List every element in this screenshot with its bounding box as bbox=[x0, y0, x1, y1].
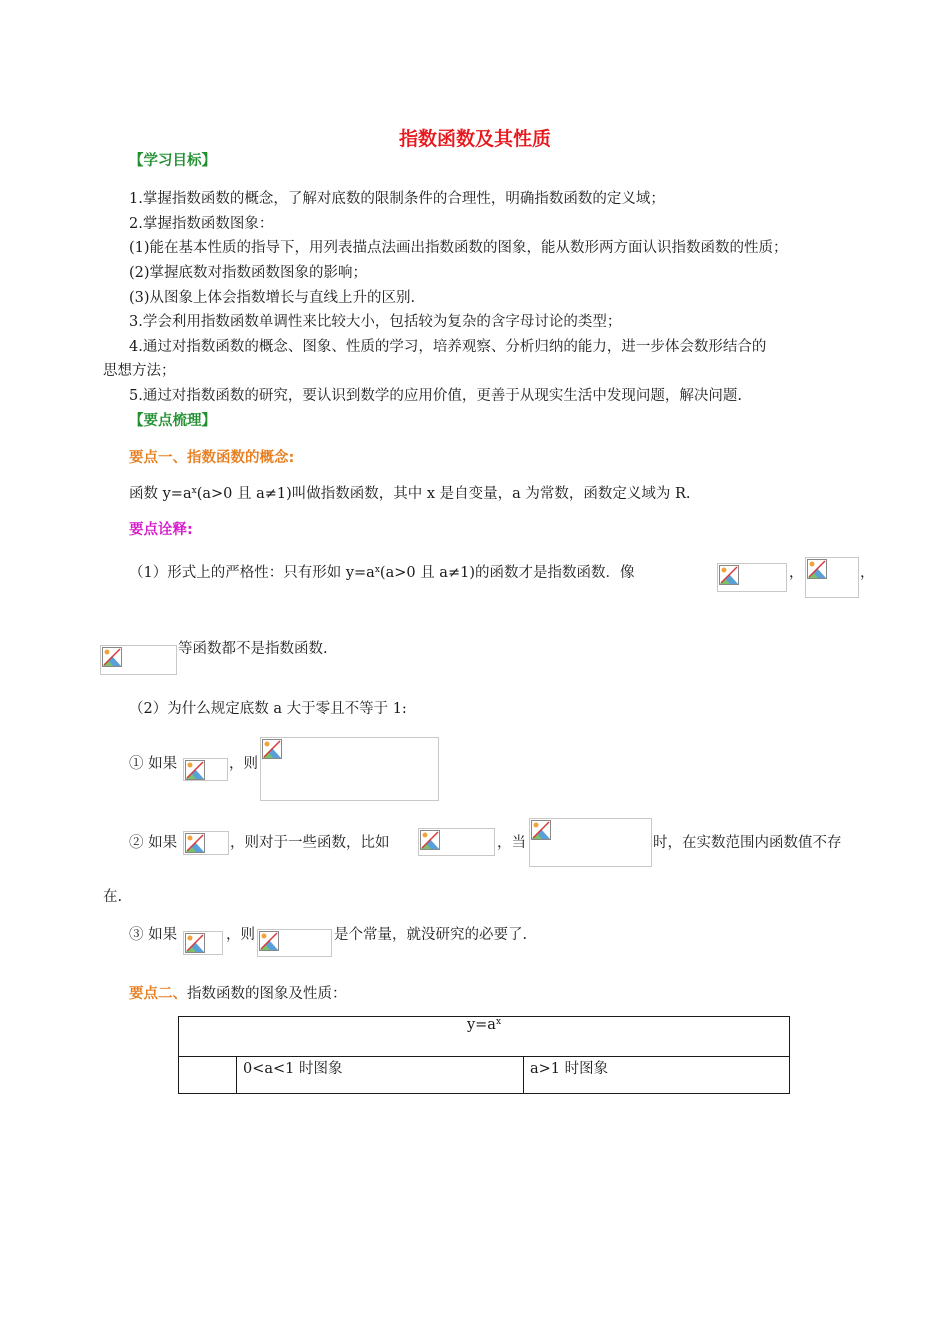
table-header-before: y=a bbox=[466, 1017, 496, 1033]
broken-image-case1-cond bbox=[183, 758, 228, 781]
note1-tail: 等函数都不是指数函数. bbox=[178, 641, 328, 657]
note1-before: （1）形式上的严格性：只有形如 y=a bbox=[129, 565, 375, 581]
broken-image-case1-result bbox=[260, 737, 439, 801]
goal-item-4-cont: 思想方法； bbox=[103, 363, 176, 379]
case2-when: ，当 bbox=[497, 835, 526, 851]
comma-2: ， bbox=[860, 565, 875, 581]
def-before: 函数 y=a bbox=[129, 486, 192, 502]
table-header bbox=[179, 1017, 790, 1057]
def-sup: x bbox=[191, 486, 197, 496]
broken-image-icon bbox=[531, 820, 551, 840]
broken-image-icon bbox=[420, 830, 440, 850]
case3-prefix: ③ 如果 bbox=[129, 927, 178, 943]
table-cell-empty bbox=[179, 1057, 237, 1094]
goal-item-4: 4.通过对指数函数的概念、图象、性质的学习，培养观察、分析归纳的能力，进一步体会数形结合的 bbox=[129, 339, 767, 355]
case2-tail: 时，在实数范围内函数值不存 bbox=[653, 835, 842, 851]
case3-tail: 是个常量，就没研究的必要了. bbox=[334, 927, 528, 943]
keypoints-heading: 【要点梳理】 bbox=[129, 413, 216, 429]
note1-text bbox=[129, 563, 634, 583]
notes-heading: 要点诠释: bbox=[129, 522, 193, 538]
goal-item-1: 1.掌握指数函数的概念，了解对底数的限制条件的合理性，明确指数函数的定义域； bbox=[129, 191, 665, 207]
broken-image-icon bbox=[807, 559, 827, 579]
goal-item-2: 2.掌握指数函数图象： bbox=[129, 216, 274, 232]
table-header-sup: x bbox=[495, 1017, 502, 1027]
exp-properties-table bbox=[178, 1016, 790, 1094]
broken-image-case2-cond bbox=[183, 831, 229, 855]
case1-prefix: ① 如果 bbox=[129, 756, 178, 772]
broken-image-formula-1 bbox=[717, 563, 787, 592]
point1-heading: 要点一、指数函数的概念: bbox=[129, 450, 295, 466]
broken-image-icon bbox=[185, 760, 205, 780]
broken-image-case3-cond bbox=[183, 931, 223, 955]
goals-heading: 【学习目标】 bbox=[129, 153, 216, 169]
case2-mid: ，则对于一些函数，比如 bbox=[230, 835, 390, 851]
note1-sup: x bbox=[374, 565, 380, 575]
goal-item-2-3: (3)从图象上体会指数增长与直线上升的区别. bbox=[129, 290, 416, 306]
note1-after: (a>0 且 a≠1)的函数才是指数函数．像 bbox=[379, 565, 635, 581]
page-title: 指数函数及其性质 bbox=[398, 128, 551, 150]
broken-image-icon bbox=[262, 739, 282, 759]
broken-image-case3-result bbox=[257, 929, 332, 957]
case3-then: ，则 bbox=[226, 927, 255, 943]
def-after: (a>0 且 a≠1)叫做指数函数，其中 x 是自变量，a 为常数，函数定义域为 R. bbox=[196, 486, 691, 502]
goal-item-5: 5.通过对指数函数的研究，要认识到数学的应用价值，更善于从现实生活中发现问题，解决问题. bbox=[129, 388, 742, 404]
point2-heading-label: 要点二、 bbox=[129, 986, 187, 1002]
broken-image-icon bbox=[719, 565, 739, 585]
broken-image-icon bbox=[185, 833, 205, 853]
point2-heading bbox=[129, 984, 347, 1004]
broken-image-icon bbox=[259, 931, 279, 951]
point1-definition bbox=[129, 484, 691, 504]
table-col-gt1: a>1 时图象 bbox=[524, 1057, 790, 1094]
broken-image-icon bbox=[102, 647, 122, 667]
point2-heading-rest: 指数函数的图象及性质： bbox=[187, 986, 347, 1002]
table-col-lt1: 0<a<1 时图象 bbox=[237, 1057, 524, 1094]
comma-1: ， bbox=[789, 565, 804, 581]
note2-text: （2）为什么规定底数 a 大于零且不等于 1: bbox=[129, 701, 407, 717]
broken-image-formula-2 bbox=[805, 557, 859, 598]
case2-tail2: 在. bbox=[103, 889, 123, 905]
case1-then: ，则 bbox=[229, 756, 258, 772]
broken-image-formula-3 bbox=[100, 645, 177, 675]
goal-item-3: 3.学会利用指数函数单调性来比较大小，包括较为复杂的含字母讨论的类型； bbox=[129, 314, 622, 330]
case2-prefix: ② 如果 bbox=[129, 835, 178, 851]
broken-image-icon bbox=[185, 933, 205, 953]
broken-image-case2-example bbox=[418, 828, 495, 856]
goal-item-2-1: (1)能在基本性质的指导下，用列表描点法画出指数函数的图象，能从数形两方面认识指数函数的性质； bbox=[129, 240, 788, 256]
goal-item-2-2: (2)掌握底数对指数函数图象的影响； bbox=[129, 265, 368, 281]
broken-image-case2-value bbox=[529, 818, 652, 867]
